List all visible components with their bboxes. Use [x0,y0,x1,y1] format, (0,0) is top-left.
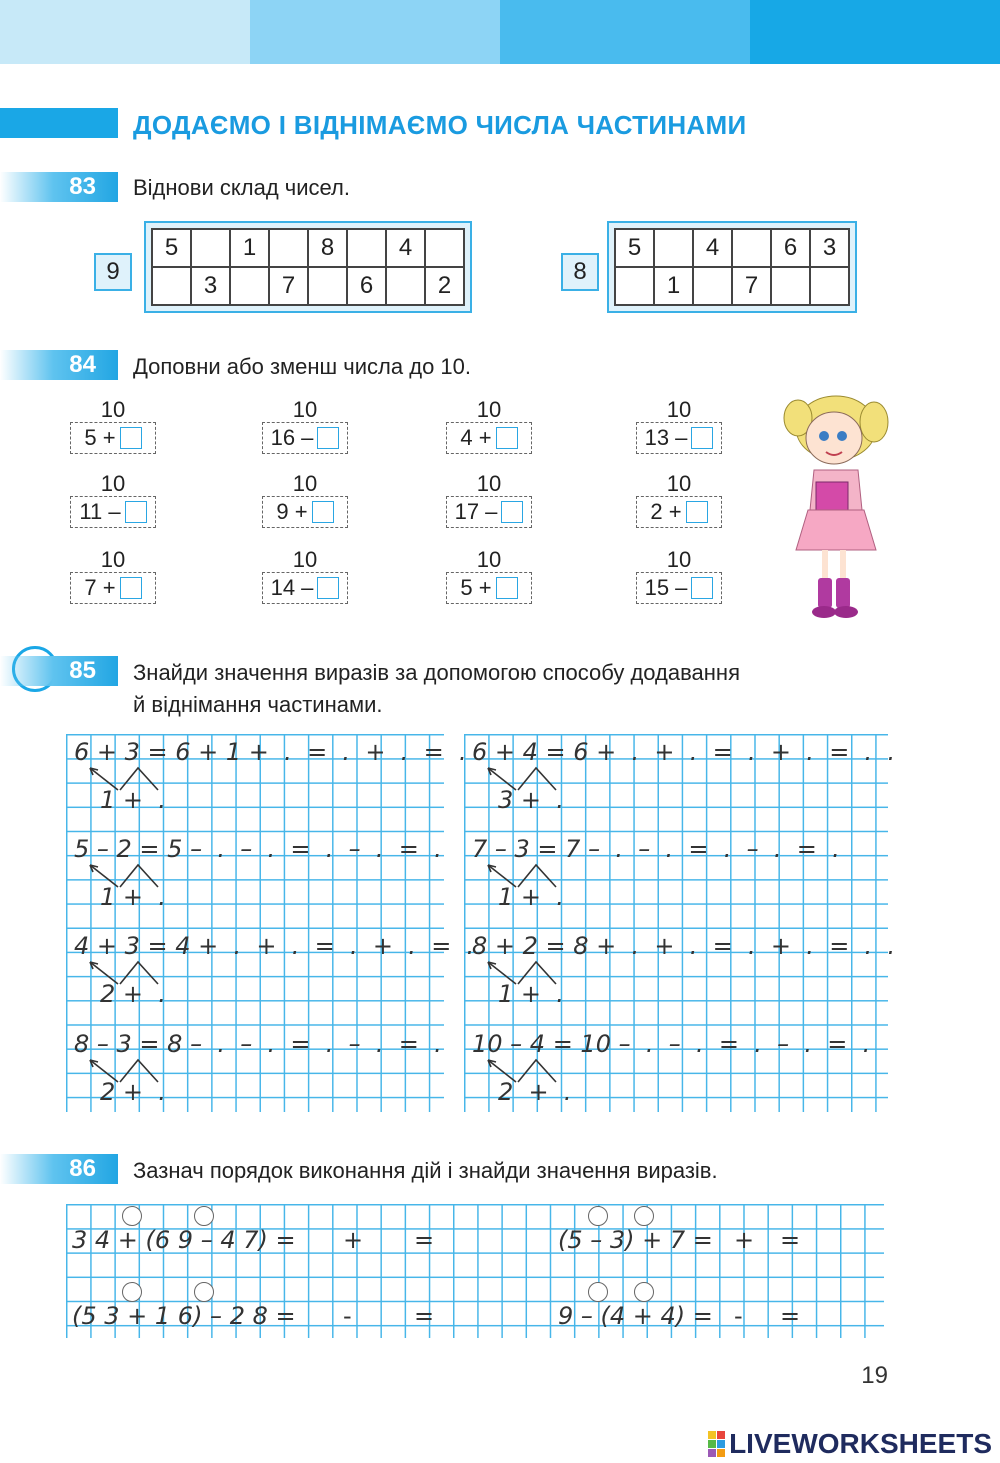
comp-cell: 6 [347,267,386,305]
complement-operand: 17 – [454,499,498,524]
parts-expression[interactable]: 8 – 3 = 8 – . – . = . – . = . [74,1030,442,1058]
complement-expression [636,572,722,604]
comp-cell: 7 [732,267,771,305]
complement-item [446,398,536,454]
comp-cell: 3 [191,267,230,305]
comp-cell: 6 [771,229,810,267]
exercise-83-tag: 83 [0,172,118,202]
comp-cell-empty[interactable] [654,229,693,267]
split-arrow-icon [480,958,560,988]
complement-expression [636,496,722,528]
exercise-85-tag: 85 [0,656,118,686]
page-number: 19 [861,1362,888,1389]
split-arrow-icon [82,764,162,794]
answer-box[interactable] [496,577,518,599]
complement-operand: 4 + [460,425,492,450]
complement-expression [446,496,532,528]
order-expression[interactable]: 3 4 + (6 9 – 4 7) = [72,1226,296,1254]
complement-operand: 9 + [276,499,308,524]
target-ten: 10 [100,397,126,422]
complement-operand: 2 + [650,499,682,524]
top-bar-segment-1 [0,0,250,64]
complement-item [70,548,160,604]
top-bar-segment-2 [250,0,500,64]
answer-box[interactable] [686,501,708,523]
split-part[interactable]: 2 + . [100,980,166,1008]
top-bar-segment-4 [750,0,1000,64]
target-ten: 10 [476,471,502,496]
order-circle[interactable] [194,1282,214,1302]
comp-cell-empty[interactable] [425,229,464,267]
exercise-85-instruction-line-1: Знайди значення виразів за допомогою способу додавання [133,660,740,685]
target-ten: 10 [476,397,502,422]
parts-expression[interactable]: 8 + 2 = 8 + . + . = . + . = . . [472,932,896,960]
complement-operand: 5 + [460,575,492,600]
exercise-86-tag: 86 [0,1154,118,1184]
complement-operand: 14 – [270,575,314,600]
complement-operand: 11 – [79,499,121,524]
comp-cell: 5 [152,229,191,267]
comp-cell-empty[interactable] [732,229,771,267]
complement-expression [262,422,348,454]
top-color-bar [0,0,1000,64]
complement-item [262,398,352,454]
section-title-bar [0,108,118,138]
comp-cell-empty[interactable] [615,267,654,305]
liveworksheets-text: LIVEWORKSHEETS [729,1428,992,1459]
complement-expression [446,422,532,454]
answer-box[interactable] [691,577,713,599]
comp-cell: 4 [693,229,732,267]
order-circle[interactable] [588,1282,608,1302]
split-arrow-icon [82,1056,162,1086]
composition-number-9: 9 [94,253,132,291]
target-ten: 10 [666,397,692,422]
comp-cell-empty[interactable] [191,229,230,267]
equals-sign: = [780,1302,801,1330]
answer-box[interactable] [317,427,339,449]
composition-table-9 [144,221,472,313]
parts-expression[interactable]: 4 + 3 = 4 + . + . = . + . = . [74,932,475,960]
complement-operand: 13 – [644,425,688,450]
target-ten: 10 [666,471,692,496]
complement-item [446,548,536,604]
split-part[interactable]: 2 + . [100,1078,166,1106]
composition-table-8 [607,221,857,313]
complement-expression [446,572,532,604]
parts-expression[interactable]: 7 – 3 = 7 – . – . = . – . = . [472,835,840,863]
answer-box[interactable] [501,501,523,523]
comp-cell: 4 [386,229,425,267]
complement-expression [70,572,156,604]
comp-cell-empty[interactable] [693,267,732,305]
complement-expression [70,422,156,454]
split-part[interactable]: 2 + . [498,1078,572,1106]
operation-sign: - [343,1302,352,1330]
comp-cell: 2 [425,267,464,305]
parts-expression[interactable]: 10 – 4 = 10 – . – . = . – . = . [472,1030,871,1058]
complement-item [70,472,160,528]
parts-expression[interactable]: 5 – 2 = 5 – . – . = . – . = . [74,835,442,863]
order-circle[interactable] [122,1282,142,1302]
operation-sign: + [734,1226,755,1254]
liveworksheets-logo-icon [708,1431,725,1457]
answer-box[interactable] [125,501,147,523]
target-ten: 10 [666,547,692,572]
comp-cell-empty[interactable] [152,267,191,305]
comp-cell: 1 [654,267,693,305]
parts-expression[interactable]: 6 + 3 = 6 + 1 + . = . + . = . [74,738,467,766]
answer-box[interactable] [312,501,334,523]
exercise-84-instruction: Доповни або зменш числа до 10. [133,354,472,379]
top-bar-segment-3 [500,0,750,64]
exercise-84-tag: 84 [0,350,118,380]
split-part[interactable]: 1 + . [498,980,564,1008]
target-ten: 10 [100,471,126,496]
order-circle[interactable] [634,1282,654,1302]
comp-cell: 1 [230,229,269,267]
comp-cell: 3 [810,229,849,267]
split-arrow-icon [82,861,162,891]
comp-cell: 7 [269,267,308,305]
order-expression[interactable]: 9 – (4 + 4) = [558,1302,713,1330]
complement-expression [636,422,722,454]
comp-cell-empty[interactable] [308,267,347,305]
answer-box[interactable] [496,427,518,449]
order-expression[interactable]: (5 – 3) + 7 = [558,1226,713,1254]
exercise-83-instruction: Віднови склад чисел. [133,175,350,200]
composition-number-8: 8 [561,253,599,291]
complement-expression [262,572,348,604]
complement-item [636,548,726,604]
target-ten: 10 [292,471,318,496]
exercise-86-instruction: Зазнач порядок виконання дій і знайди значення виразів. [133,1158,718,1183]
comp-cell: 8 [308,229,347,267]
complement-item [70,398,160,454]
complement-expression [262,496,348,528]
target-ten: 10 [100,547,126,572]
complement-item [636,472,726,528]
complement-item [262,548,352,604]
order-circle[interactable] [588,1206,608,1226]
target-ten: 10 [476,547,502,572]
complement-item [262,472,352,528]
split-part[interactable]: 3 + . [498,786,564,814]
answer-box[interactable] [317,577,339,599]
comp-cell-empty[interactable] [386,267,425,305]
split-arrow-icon [480,1056,560,1086]
complement-item [636,398,726,454]
split-arrow-icon [480,861,560,891]
section-title: ДОДАЄМО І ВІДНІМАЄМО ЧИСЛА ЧАСТИНАМИ [133,110,747,140]
split-arrow-icon [82,958,162,988]
answer-box[interactable] [691,427,713,449]
order-circle[interactable] [194,1206,214,1226]
target-ten: 10 [292,547,318,572]
equals-sign: = [780,1226,801,1254]
comp-cell-empty[interactable] [269,229,308,267]
equals-sign: = [414,1302,435,1330]
complement-operand: 16 – [270,425,314,450]
comp-cell-empty[interactable] [810,267,849,305]
complement-item [446,472,536,528]
comp-cell-empty[interactable] [347,229,386,267]
split-part[interactable]: 1 + . [100,883,166,911]
answer-box[interactable] [120,427,142,449]
order-circle[interactable] [122,1206,142,1226]
split-arrow-icon [480,764,560,794]
answer-box[interactable] [120,577,142,599]
target-ten: 10 [292,397,318,422]
complement-operand: 15 – [644,575,688,600]
split-part[interactable]: 1 + . [100,786,166,814]
complement-operand: 7 + [84,575,116,600]
liveworksheets-watermark[interactable] [708,1428,992,1460]
parts-expression[interactable]: 6 + 4 = 6 + . + . = . + . = . . [472,738,896,766]
operation-sign: - [734,1302,743,1330]
complement-operand: 5 + [84,425,116,450]
order-circle[interactable] [634,1206,654,1226]
comp-cell-empty[interactable] [230,267,269,305]
split-part[interactable]: 1 + . [498,883,564,911]
order-expression[interactable]: (5 3 + 1 6) – 2 8 = [72,1302,296,1330]
comp-cell-empty[interactable] [771,267,810,305]
girl-holding-book-illustration [778,390,890,622]
complement-expression [70,496,156,528]
operation-sign: + [343,1226,364,1254]
equals-sign: = [414,1226,435,1254]
exercise-85-instruction-line-2: й віднімання частинами. [133,692,383,717]
comp-cell: 5 [615,229,654,267]
